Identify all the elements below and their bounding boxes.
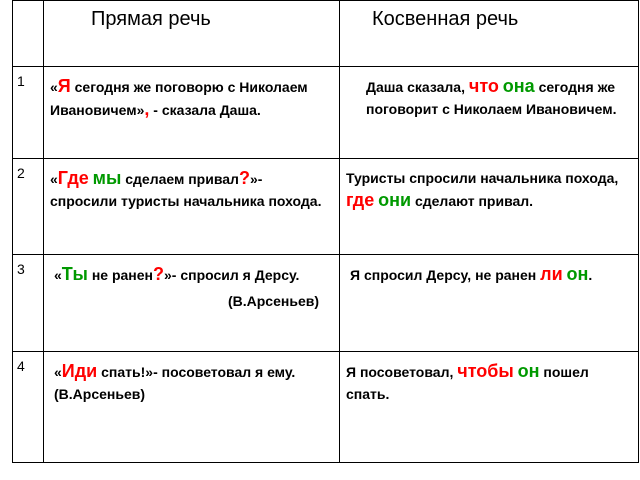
highlight-question-word: Где (57, 168, 89, 188)
text-fragment: Я посоветовал, (346, 364, 458, 380)
header-indirect-label: Косвенная речь (372, 8, 519, 30)
row-number: 3 (17, 261, 25, 277)
header-row (13, 1, 639, 67)
text-fragment: »- спросили туристы начальника похода. (50, 171, 322, 209)
highlight-question-word: где (346, 190, 375, 210)
highlight-conjunction: чтобы (457, 361, 514, 381)
header-indirect-speech (340, 1, 639, 67)
text-fragment: Даша сказала, (366, 79, 469, 95)
indirect-speech-text (340, 159, 638, 212)
author-attribution: (В.Арсеньев) (227, 293, 319, 309)
table-row (13, 255, 639, 352)
quote-mark: « (50, 171, 58, 187)
direct-speech-cell (44, 67, 340, 159)
direct-speech-text (44, 159, 339, 212)
indirect-speech-cell (340, 67, 639, 159)
highlight-pronoun: Я (57, 76, 71, 96)
row-number: 4 (17, 358, 25, 374)
indirect-speech-cell (340, 255, 639, 352)
text-fragment: сегодня же поговорю с Николаем Ивановичем» (50, 79, 308, 118)
row-number-cell (13, 67, 44, 159)
highlight-pronoun: он (566, 264, 589, 284)
indirect-speech-cell (340, 352, 639, 463)
quote-mark: « (50, 79, 58, 95)
text-fragment: не ранен (87, 267, 153, 283)
table-row (13, 67, 639, 159)
speech-table (12, 0, 639, 463)
highlight-question-mark: ? (238, 168, 250, 188)
header-direct-speech (44, 1, 340, 67)
quote-mark: « (54, 267, 62, 283)
indirect-speech-text (340, 352, 638, 405)
row-number: 2 (17, 165, 25, 181)
text-fragment: пошел спать. (346, 364, 589, 402)
text-fragment: спать!»- посоветовал я ему. (В.Арсеньев) (54, 364, 296, 402)
text-fragment: - сказала Даша. (149, 102, 261, 118)
row-number-cell (13, 159, 44, 255)
header-direct-label: Прямая речь (91, 8, 211, 30)
highlight-conjunction: что (468, 76, 499, 96)
highlight-pronoun: они (378, 190, 412, 210)
direct-speech-text (44, 352, 339, 405)
text-fragment: Я спросил Дерсу, не ранен (350, 267, 541, 283)
highlight-pronoun: Ты (61, 264, 88, 284)
text-fragment: Туристы спросили начальника похода, (346, 170, 619, 186)
table-row (13, 159, 639, 255)
row-number-cell (13, 255, 44, 352)
highlight-verb: Иди (61, 361, 98, 381)
direct-speech-cell (44, 352, 340, 463)
table-row (13, 352, 639, 463)
text-fragment: »- спросил я Дерсу. (164, 267, 300, 283)
highlight-pronoun: мы (92, 168, 122, 188)
highlight-question-mark: ? (153, 264, 164, 284)
text-fragment: . (588, 267, 593, 283)
direct-speech-cell (44, 255, 340, 352)
corner-cell (13, 1, 44, 67)
row-number-cell (13, 352, 44, 463)
highlight-particle: ли (540, 264, 563, 284)
indirect-speech-cell (340, 159, 639, 255)
highlight-comma: , (144, 99, 150, 119)
direct-speech-cell (44, 159, 340, 255)
direct-speech-text (44, 255, 339, 312)
text-fragment: сделают привал. (411, 193, 534, 209)
direct-speech-text (44, 67, 339, 121)
text-fragment: сделаем привал (121, 171, 239, 187)
highlight-pronoun: он (517, 361, 540, 381)
quote-mark: « (54, 364, 62, 380)
highlight-pronoun: она (502, 76, 535, 96)
row-number: 1 (17, 73, 25, 89)
text-fragment: сегодня же поговорит с Николаем Ивановичем. (366, 79, 617, 117)
indirect-speech-text (340, 67, 638, 120)
indirect-speech-text (340, 255, 638, 286)
